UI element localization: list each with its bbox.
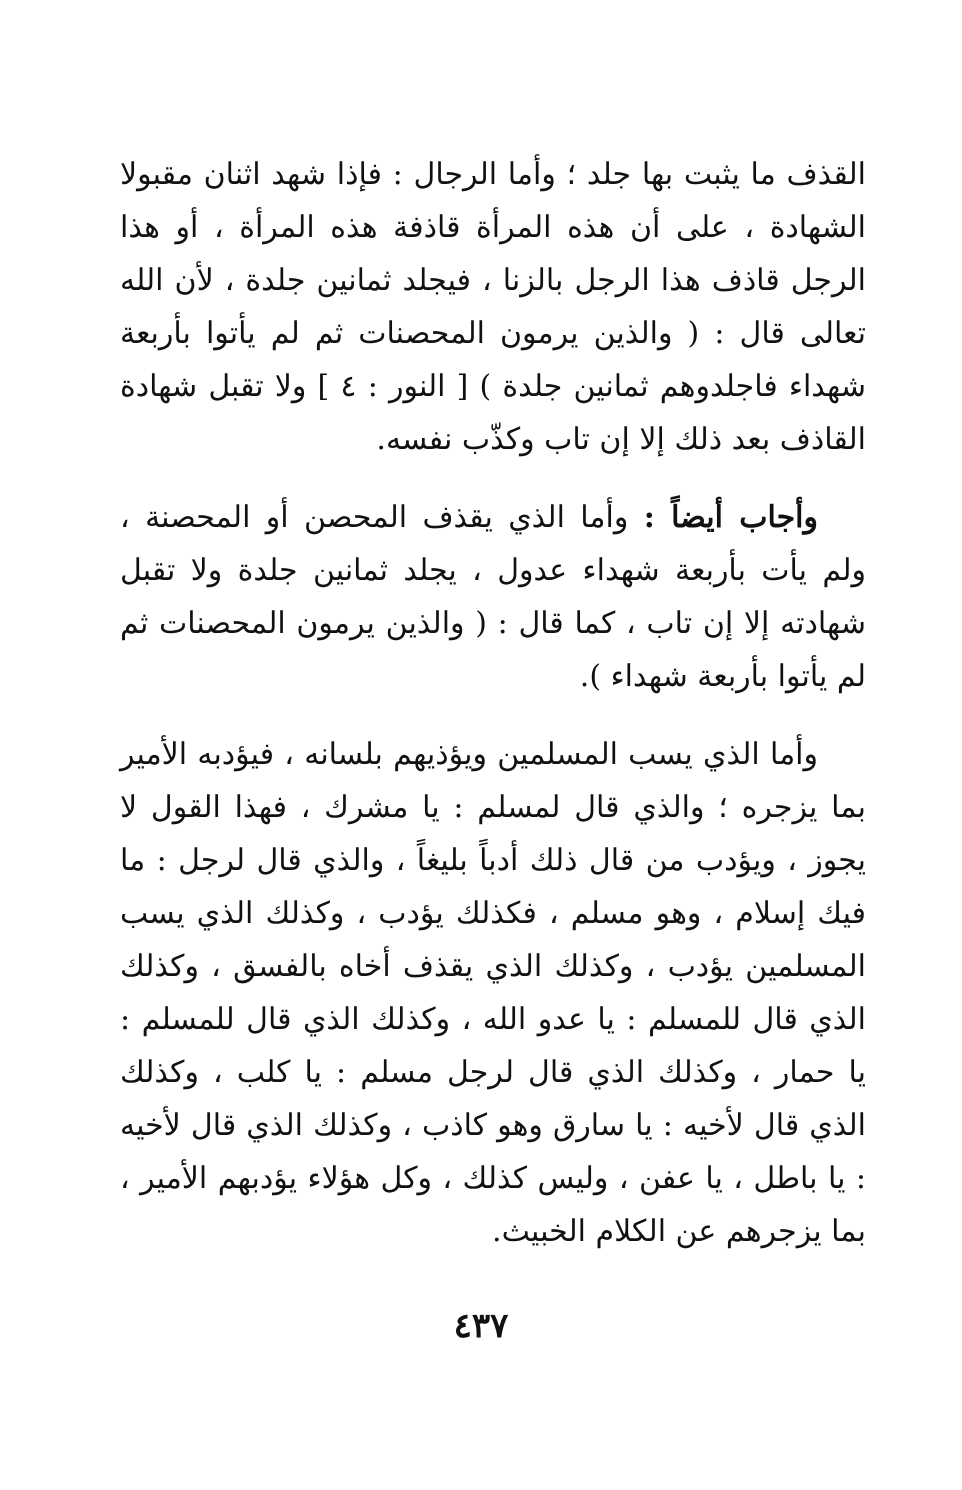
paragraph-3-text: وأما الذي يسب المسلمين ويؤذيهم بلسانه ، فيؤدبه الأمير بما يزجره ؛ والذي قال لمسلم : يا مشرك ، فهذا القول لا يجوز ، ويؤدب من قال ذلك أدباً بليغاً ، والذي قال لرجل : ما فيك إسلام ، وهو مسلم ، فكذلك يؤدب ، وكذلك الذي يسب المسلمين يؤدب ، وكذلك الذي يقذف أخاه بالفسق ، وكذلك الذي قال للمسلم : يا عدو الله ، وكذلك الذي قال للمسلم : يا حمار ، وكذلك الذي قال لرجل مسلم : يا كلب ، وكذلك الذي قال لأخيه : يا سارق وهو كاذب ، وكذلك الذي قال لأخيه : يا باطل ، يا عفن ، وليس كذلك ، وكل هؤلاء يؤدبهم الأمير ، بما يزجرهم عن الكلام الخبيث. [120, 737, 866, 1249]
paragraph-1 [120, 148, 866, 466]
paragraph-1-text: القذف ما يثبت بها جلد ؛ وأما الرجال : فإذا شهد اثنان مقبولا الشهادة ، على أن هذه المرأة قاذفة هذه المرأة ، أو هذا الرجل قاذف هذا الرجل بالزنا ، فيجلد ثمانين جلدة ، لأن الله تعالى قال : ( والذين يرمون المحصنات ثم لم يأتوا بأربعة شهداء فاجلدوهم ثمانين جلدة ) [ النور : ٤ ] ولا تقبل شهادة القاذف بعد ذلك إلا إن تاب وكذّب نفسه. [120, 157, 866, 457]
paragraph-3 [120, 728, 866, 1258]
paragraph-2-text: وأما الذي يقذف المحصن أو المحصنة ، ولم يأت بأربعة شهداء عدول ، يجلد ثمانين جلدة ولا تقبل شهادته إلا إن تاب ، كما قال : ( والذين يرمون المحصنات ثم لم يأتوا بأربعة شهداء ). [120, 500, 866, 694]
page-number: ٤٣٧ [453, 1306, 509, 1346]
body-text [120, 148, 866, 1258]
paragraph-2-lead: وأجاب أيضاً : [643, 500, 818, 535]
paragraph-2 [120, 491, 866, 703]
